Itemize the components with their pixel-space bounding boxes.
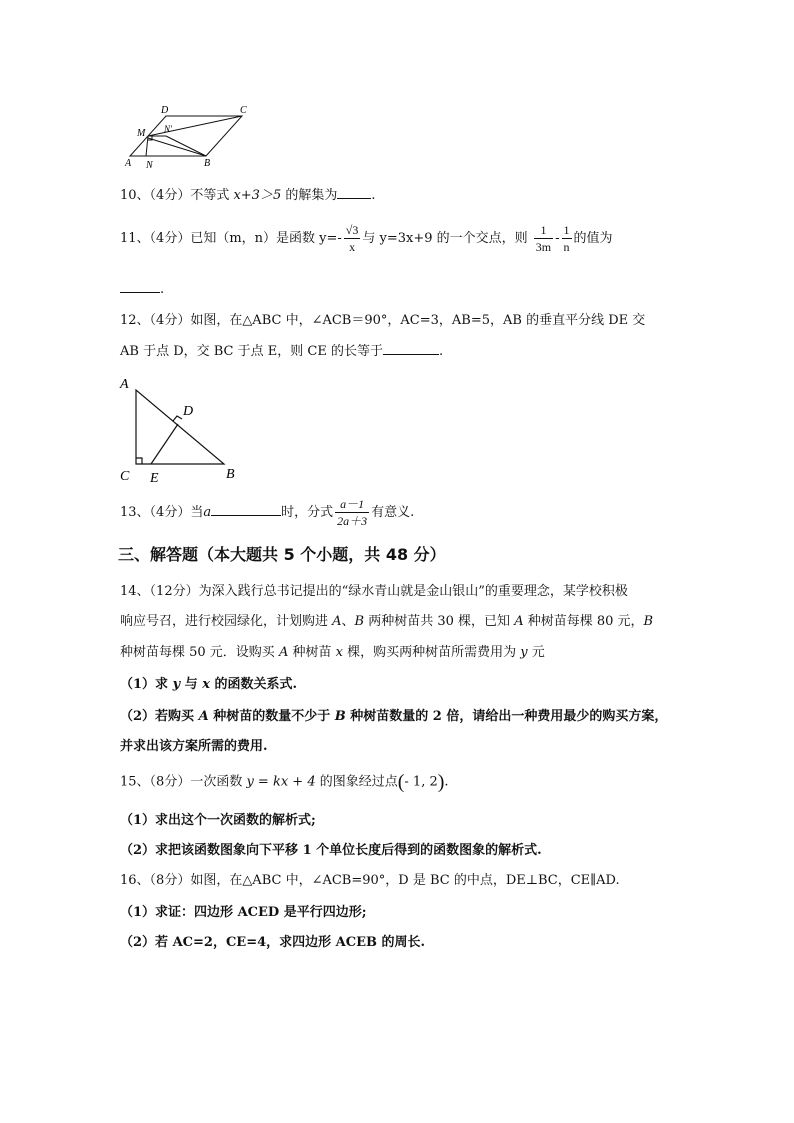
label-b: B <box>204 158 211 169</box>
section-3-heading: 三、解答题（本大题共 5 个小题，共 48 分） <box>118 545 446 564</box>
segment-de <box>151 424 178 464</box>
label-n: N <box>146 160 153 171</box>
question-11-answer-line: . <box>120 280 164 299</box>
question-15-sub-2: （2）求把该函数图象向下平移 1 个单位长度后得到的函数图象的解析式. <box>120 843 542 858</box>
question-10: 10、（4分）不等式 x+3＞5 的解集为 . <box>120 188 376 203</box>
answer-blank <box>120 280 160 293</box>
question-12-line-1: 12、（4分）如图，在△ABC 中，∠ACB＝90°，AC=3，AB=5，AB 的垂直平分线 DE 交 <box>120 313 646 328</box>
segment-n-prime-b <box>166 136 206 156</box>
label-c: C <box>240 105 247 116</box>
question-14-sub-1: （1）求 y 与 x 的函数关系式. <box>120 677 298 692</box>
label-a: A <box>120 377 129 392</box>
right-angle-d <box>173 416 182 421</box>
point-coordinates: - 1, 2 <box>404 774 438 790</box>
parallelogram-figure <box>118 100 258 172</box>
question-14-sub-2: （2）若购买 A 种树苗的数量不少于 B 种树苗数量的 2 倍，请给出一种费用最少的购买方案， <box>120 709 668 724</box>
label-d: D <box>161 105 169 116</box>
question-11: 11、（4分）已知（m，n）是函数 y=- $\frac{√3}{x}$ 与 y=3x+9 的一个交点，则 $\frac{1}{3m}$ - $\frac{1}{n}$ 的值为 <box>120 223 613 254</box>
question-16-sub-2: （2）若 AC=2，CE=4，求四边形 ACEB 的周长. <box>120 935 426 950</box>
q10-expression: x+3＞5 <box>233 188 282 203</box>
segment-nn-prime <box>146 136 148 156</box>
question-12-line-2: AB 于点 D，交 BC 于点 E，则 CE 的长等于 . <box>120 344 444 359</box>
label-b: B <box>226 467 235 482</box>
answer-blank <box>211 503 281 516</box>
question-14-line-1: 14、（12分）为深入践行总书记提出的“绿水青山就是金山银山”的重要理念，某学校积极 <box>120 584 628 599</box>
question-13: 13、（4分）当a 时，分式 $\frac{a-1}{2a+3}$ 有意义. <box>120 497 415 528</box>
question-14-sub-2-line-2: 并求出该方案所需的费用. <box>120 739 268 754</box>
label-n-prime: N′ <box>164 124 172 134</box>
segment-nb-inner <box>148 138 206 156</box>
fraction-sqrt3-over-x: $\frac{√3}{x}$ <box>345 223 359 254</box>
answer-blank <box>337 186 371 199</box>
answer-blank <box>383 342 439 355</box>
label-a: A <box>125 158 132 169</box>
label-c: C <box>120 469 130 484</box>
right-angle-c <box>136 458 142 464</box>
question-15-sub-1: （1）求出这个一次函数的解析式; <box>120 813 316 828</box>
question-16: 16、（8分）如图，在△ABC 中，∠ACB=90°，D 是 BC 的中点，DE⊥BC，CE∥AD. <box>120 873 620 888</box>
fraction-1-over-n: $\frac{1}{n}$ <box>563 223 570 254</box>
function-expression: y = kx + 4 <box>246 774 316 790</box>
label-e: E <box>150 471 159 484</box>
question-15: 15、（8分）一次函数 y = kx + 4 的图象经过点(- 1, 2). <box>120 771 449 793</box>
question-14-line-2: 响应号召，进行校园绿化，计划购进 A、B 两种树苗共 30 棵，已知 A 种树苗每棵 80 元，B <box>120 614 654 629</box>
right-triangle-figure <box>116 372 246 484</box>
question-14-line-3: 种树苗每棵 50 元．设购买 A 种树苗 x 棵，购买两种树苗所需费用为 y 元 <box>120 645 545 660</box>
triangle-acb <box>136 390 224 464</box>
fraction-a-minus-1: $\frac{a-1}{2a+3}$ <box>337 497 368 528</box>
label-m: M <box>137 128 146 139</box>
segment-mc <box>148 116 242 136</box>
fraction-1-over-3m: $\frac{1}{3m}$ <box>535 223 552 254</box>
label-d: D <box>183 404 194 419</box>
question-16-sub-1: （1）求证：四边形 ACED 是平行四边形; <box>120 905 367 920</box>
